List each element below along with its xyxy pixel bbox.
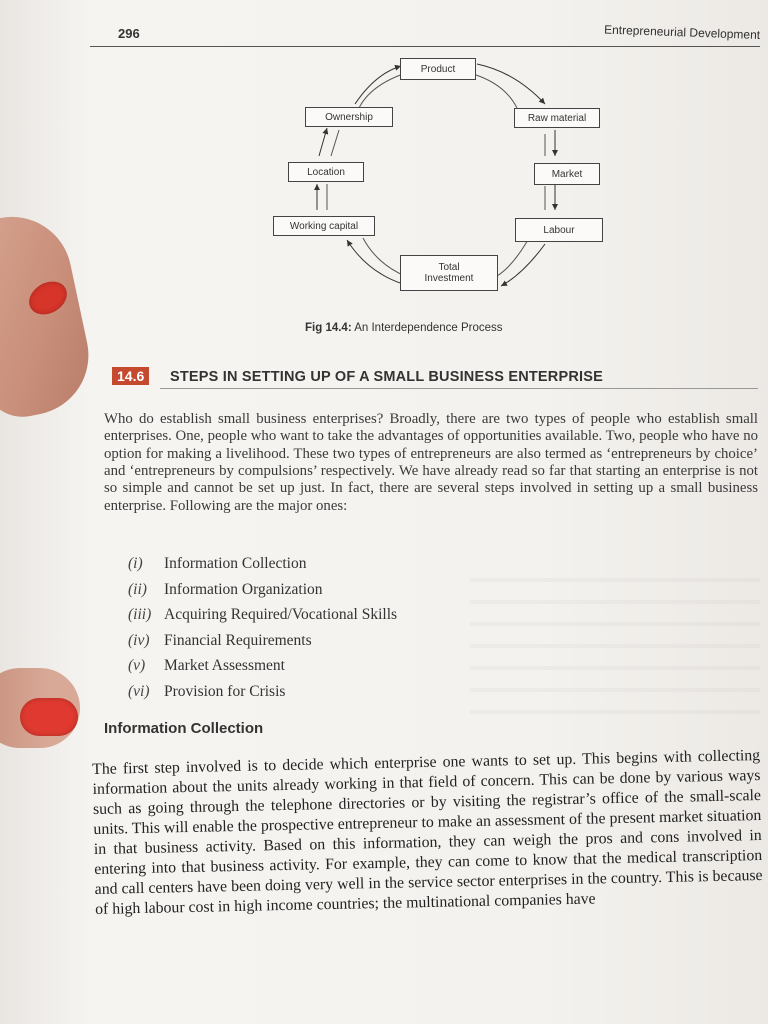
list-item bbox=[128, 657, 548, 683]
running-head: Entrepreneurial Development bbox=[603, 22, 761, 42]
list-item-label: Market Assessment bbox=[164, 657, 285, 674]
list-item-numeral: (i) bbox=[128, 555, 143, 572]
figure-caption-text: An Interdependence Process bbox=[354, 322, 503, 334]
node-market: Market bbox=[534, 163, 600, 185]
arrow-ownership-product bbox=[355, 66, 401, 104]
node-raw-material: Raw material bbox=[514, 108, 600, 128]
figure-number: Fig 14.4: bbox=[305, 322, 352, 334]
section-number: 14.6 bbox=[112, 367, 149, 385]
steps-list bbox=[128, 555, 548, 708]
node-total-investment-line1: Total bbox=[438, 262, 460, 273]
subsection-body-paragraph: The first step involved is to decide which enterprise one wants to set up. This begins with collecting information about the units already working in that field of concern. This can be done by various ways such as going through the telephone directories or by visiting the registrar’s office of the small-scale units. This will enable the prospective entrepreneur to make an assessment of the present market situation in that business activity. Based on this information, they can weigh the pros and cons involved in entering into that business activity. For example, they can come to know that the medical transcription and call centers have been doing very well in the service sector enterprises in the country. This is because of high labour cost in high income countries; the multinational companies have bbox=[92, 746, 763, 918]
node-total-investment bbox=[400, 255, 498, 291]
section-rule bbox=[160, 388, 758, 389]
list-item-numeral: (v) bbox=[128, 657, 146, 674]
list-item-label: Information Organization bbox=[164, 580, 323, 598]
subsection-heading: Information Collection bbox=[104, 720, 264, 737]
list-item-numeral: (vi) bbox=[128, 682, 150, 700]
section-heading bbox=[112, 366, 758, 390]
list-item-label: Information Collection bbox=[164, 555, 307, 572]
node-location: Location bbox=[288, 162, 364, 182]
node-labour: Labour bbox=[515, 218, 603, 242]
node-working-capital: Working capital bbox=[273, 216, 375, 236]
node-total-investment-line2: Investment bbox=[424, 273, 474, 284]
list-item bbox=[128, 683, 548, 709]
list-item bbox=[128, 632, 548, 658]
page-number: 296 bbox=[118, 26, 140, 41]
node-product: Product bbox=[400, 58, 476, 80]
finger-top bbox=[0, 206, 100, 424]
section-title: STEPS IN SETTING UP OF A SMALL BUSINESS ENTERPRISE bbox=[170, 369, 603, 385]
list-item-label: Financial Requirements bbox=[164, 631, 312, 649]
list-item-label: Provision for Crisis bbox=[164, 682, 286, 700]
arrow-investment-workingcapital bbox=[347, 240, 403, 284]
node-ownership: Ownership bbox=[305, 107, 393, 127]
list-item bbox=[128, 555, 548, 581]
arrow-location-ownership bbox=[319, 128, 327, 156]
fingernail-bottom bbox=[20, 698, 78, 736]
list-item bbox=[128, 606, 548, 632]
list-item-numeral: (iv) bbox=[128, 631, 150, 649]
page-header bbox=[90, 22, 760, 48]
header-rule bbox=[90, 46, 760, 47]
arrow-labour-investment bbox=[501, 244, 545, 286]
list-item-numeral: (ii) bbox=[128, 580, 147, 598]
list-item-numeral: (iii) bbox=[128, 606, 152, 623]
list-item-label: Acquiring Required/Vocational Skills bbox=[164, 606, 398, 623]
list-item bbox=[128, 581, 548, 607]
section-intro-paragraph: Who do establish small business enterprises? Broadly, there are two types of people who establish small enterprises. One, people who want to take the advantages of opportunities available. Two, people who have no option for making a livelihood. These two types of entrepreneurs are also termed as ‘entrepreneurs by choice’ and ‘entrepreneurs by compulsions’ respectively. We have already read so far that starting an enterprise is not so simple and cannot be set up just. In fact, there are several steps involved in setting up a small business enterprise. Following are the major ones: bbox=[104, 410, 758, 514]
figure-caption bbox=[305, 322, 503, 334]
interdependence-diagram bbox=[255, 52, 615, 307]
